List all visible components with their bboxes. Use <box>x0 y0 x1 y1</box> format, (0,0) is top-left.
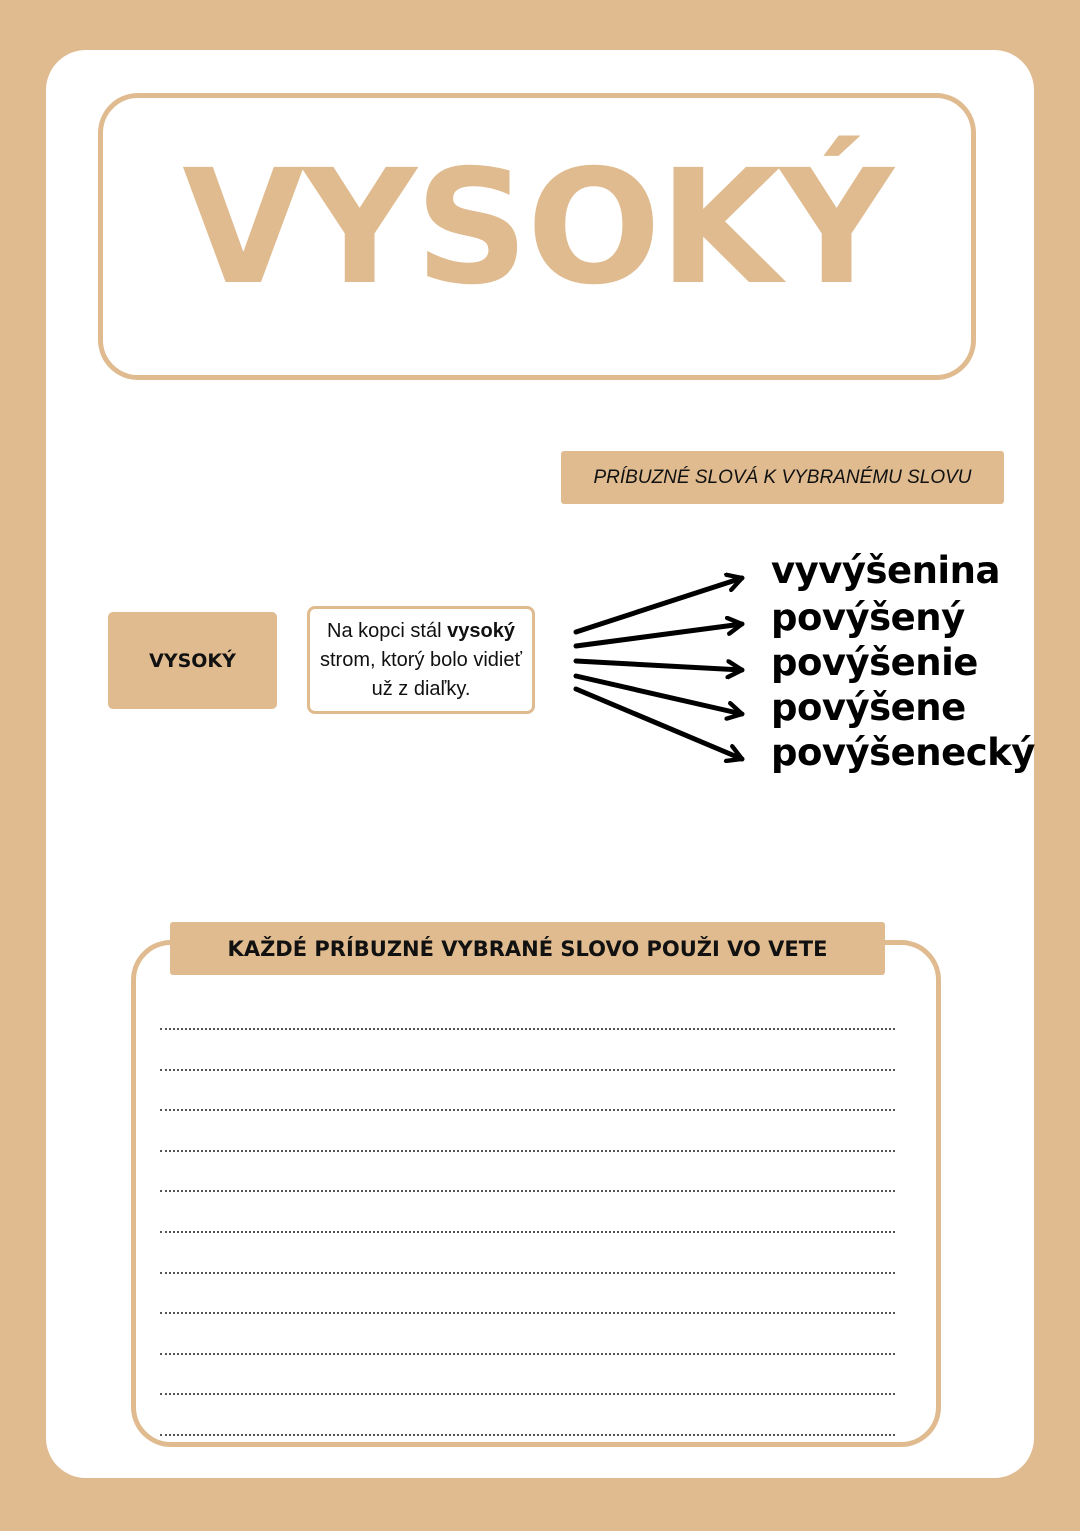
sentence-after: strom, ktorý bolo vidieť už z diaľky. <box>319 648 522 700</box>
writing-line[interactable] <box>160 1150 895 1152</box>
related-word: povýšenie <box>771 641 978 684</box>
arrow-3 <box>576 661 742 670</box>
writing-line[interactable] <box>160 1109 895 1111</box>
related-word: povýšený <box>771 596 965 639</box>
writing-line[interactable] <box>160 1353 895 1355</box>
sentence-bold-word: vysoký <box>447 619 515 642</box>
writing-line[interactable] <box>160 1231 895 1233</box>
writing-line[interactable] <box>160 1393 895 1395</box>
base-word-box: VYSOKÝ <box>108 612 277 709</box>
writing-line[interactable] <box>160 1434 895 1436</box>
writing-area[interactable] <box>131 940 941 1447</box>
arrow-2 <box>576 624 742 646</box>
related-word: povýšene <box>771 686 966 729</box>
related-words-label: PRÍBUZNÉ SLOVÁ K VYBRANÉMU SLOVU <box>561 451 1004 504</box>
writing-line[interactable] <box>160 1312 895 1314</box>
writing-line[interactable] <box>160 1069 895 1071</box>
writing-line[interactable] <box>160 1272 895 1274</box>
writing-line[interactable] <box>160 1028 895 1030</box>
task-label: KAŽDÉ PRÍBUZNÉ VYBRANÉ SLOVO POUŽI VO VETE <box>170 922 885 975</box>
sentence-before: Na kopci stál <box>327 619 448 642</box>
related-word: vyvýšenina <box>771 549 1000 592</box>
related-word: povýšenecký <box>771 731 1035 774</box>
arrow-1 <box>576 578 742 632</box>
arrow-4 <box>576 676 742 714</box>
page-title: VYSOKÝ <box>182 136 892 320</box>
arrow-5 <box>576 689 742 759</box>
writing-line[interactable] <box>160 1190 895 1192</box>
